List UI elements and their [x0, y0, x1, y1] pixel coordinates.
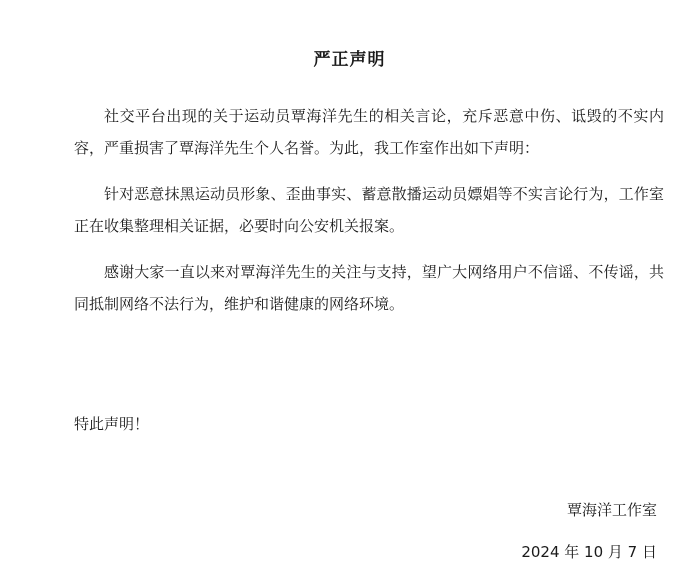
paragraph-3: 感谢大家一直以来对覃海洋先生的关注与支持，望广大网络用户不信谣、不传谣，共同抵制网络不法行为，维护和谐健康的网络环境。 — [74, 263, 664, 313]
statement-date: 2024 年 10 月 7 日 — [521, 543, 657, 561]
signature: 覃海洋工作室 — [566, 501, 657, 519]
paragraph-1: 社交平台出现的关于运动员覃海洋先生的相关言论，充斥恶意中伤、诋毁的不实内容，严重损害了覃海洋先生个人名誉。为此，我工作室作出如下声明： — [74, 107, 664, 157]
statement-body — [74, 100, 664, 334]
closing-line: 特此声明！ — [74, 415, 150, 433]
statement-title: 严正声明 — [313, 50, 386, 70]
paragraph-2: 针对恶意抹黑运动员形象、歪曲事实、蓄意散播运动员嫖娼等不实言论行为，工作室正在收集整理相关证据，必要时向公安机关报案。 — [74, 185, 664, 235]
